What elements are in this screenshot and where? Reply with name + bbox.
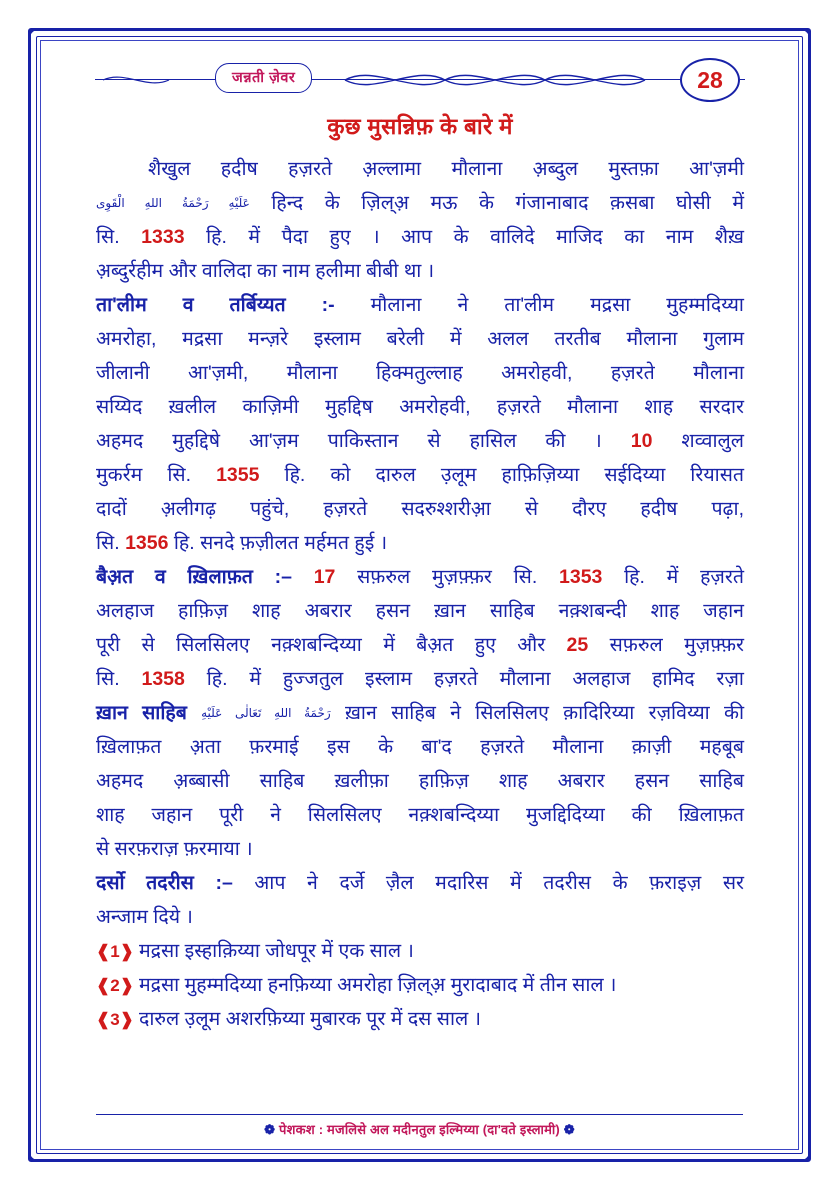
taleem-line-6-wrap [96,459,744,492]
taleem-line-2: अमरोहा, मद्रसा मन्ज़रे इस्लाम बरेली में अलल तरतीब मौलाना गुलाम [96,328,744,350]
paragraph-dars [96,867,744,900]
corner-ornament-top-right [783,28,811,56]
baiat-line-8: शाह जहान पूरी ने सिलसिलए नक़्शबन्दिय्या मुजद्दिदिय्या की ख़िलाफ़त [96,804,744,826]
inline-number: 1356 [125,532,169,554]
baiat-line-5: ख़ान साहिब ने सिलसिलए क़ादिरिय्या रज़विय्या की [344,702,744,724]
baiat-line-4: सि. 1358 हि. में हुज्जतुल इस्लाम हज़रते मौलाना अलहाज हामिद रज़ा [96,668,744,690]
intro-line-3-wrap [96,221,744,254]
baiat-line-6: ख़िलाफ़त अ़ता फ़रमाई इस के बा'द हज़रते मौलाना क़ाज़ी महबूब [96,736,744,758]
corner-ornament-bottom-left [28,1134,56,1162]
page-content [96,110,744,1037]
intro-line-4-wrap [96,255,744,288]
baiat-label: बैअ़त व ख़िलाफ़त :– [96,566,292,588]
page-header [95,58,745,102]
intro-line-2: हिन्द के ज़िल्अ़ मऊ के गंजानाबाद क़सबा घोसी में [271,192,744,214]
list-item-number: ❰3❱ [96,1010,134,1029]
baiat-line-6-wrap [96,731,744,764]
list-item-number: ❰1❱ [96,942,134,961]
inline-number: 1333 [141,226,185,248]
dars-line-2: अन्जाम दिये । [96,906,193,928]
footer-ornament-right-icon: ❁ [563,1122,575,1137]
corner-ornament-bottom-right [783,1134,811,1162]
taleem-line-6: मुकर्रम सि. 1355 हि. को दारुल उ़लूम हाफ़िज़िय्या सईदिय्या रियासत [96,464,744,486]
intro-line-3: सि. 1333 हि. में पैदा हुए । आप के वालिदे माजिद का नाम शैख़ [96,226,744,248]
inline-number: 1358 [141,668,185,690]
baiat-line-3: पूरी से सिलसिलए नक़्शबन्दिय्या में बैअ़त हुए और 25 सफ़रुल मुज़फ़्फ़र [96,634,745,656]
baiat-line-5-wrap [96,697,744,730]
list-item-number: ❰2❱ [96,976,134,995]
taleem-line-1: मौलाना ने ता'लीम मद्रसा मुहम्मदिय्या [370,294,744,316]
baiat-line-1: 17 सफ़रुल मुज़फ़्फ़र सि. 1353 हि. में हज़रते [313,566,744,588]
taleem-line-8: सि. 1356 हि. सनदे फ़ज़ीलत मर्हमत हुई । [96,532,388,554]
baiat-line-2-wrap [96,595,744,628]
book-title: जन्नती ज़ेवर [215,63,312,93]
chapter-title: कुछ मुसन्निफ़ के बारे में [327,114,513,139]
list-item-text: मद्रसा मुहम्मदिय्या हनफ़िय्या अमरोहा ज़िल्अ़ मुरादाबाद में तीन साल । [138,974,617,996]
paragraph-taleem [96,289,744,322]
page-footer [96,1114,743,1138]
paragraph-baiat [96,561,744,594]
taleem-line-4-wrap [96,391,744,424]
baiat-line-2: अलहाज हाफ़िज़ शाह अबरार हसन ख़ान साहिब नक़्शबन्दी शाह जहान [96,600,744,622]
list-item [96,935,744,968]
dars-line-1: आप ने दर्जे ज़ैल मदारिस में तदरीस के फ़राइज़ सर [254,872,745,894]
footer-rule [96,1114,743,1115]
list-item [96,1003,744,1036]
inline-number: 17 [313,566,336,588]
baiat-line-7-wrap [96,765,744,798]
taleem-line-5: अहमद मुहद्दिषे आ'ज़म पाकिस्तान से हासिल की । 10 शव्वालुल [96,430,744,452]
paragraph-intro [96,153,744,186]
header-ornament-icon [95,66,745,94]
arabic-honorific-2: رَحْمَةُ اللهِ تَعَالٰى عَلَيْهِ [201,706,331,720]
intro-line-4: अ़ब्दुर्रहीम और वालिदा का नाम हलीमा बीबी था । [96,260,435,282]
taleem-line-4: सय्यिद ख़लील काज़िमी मुहद्दिष अमरोहवी, हज़रते मौलाना शाह सरदार [96,396,744,418]
paragraph-intro-cont [96,187,744,220]
intro-line-1: शैखुल हदीष हज़रते अ़ल्लामा मौलाना अ़ब्दुल मुस्तफ़ा आ'ज़मी [148,158,744,180]
corner-ornament-top-left [28,28,56,56]
baiat-line-7: अहमद अ़ब्बासी साहिब ख़लीफ़ा हाफ़िज़ शाह अबरार हसन साहिब [96,770,744,792]
page-number: 28 [680,58,740,102]
inline-number: 1355 [216,464,260,486]
baiat-line-4-wrap [96,663,744,696]
taleem-line-3-wrap [96,357,744,390]
arabic-honorific-1: عَلَيْهِ رَحْمَةُ اللهِ الْقَوِى [96,196,250,210]
taleem-label: ता'लीम व तर्बिय्यत :- [96,294,335,316]
list-item [96,969,744,1002]
taleem-line-8-wrap [96,527,744,560]
inline-number: 10 [630,430,653,452]
inline-number: 25 [566,634,589,656]
taleem-line-7: दादों अ़लीगढ़ पहुंचे, हज़रते सदरुश्शरीअ़ा से दौरए हदीष पढ़ा, [96,498,744,520]
baiat-bold-name: ख़ान साहिब [96,702,187,724]
baiat-line-9: से सरफ़राज़ फ़रमाया । [96,838,253,860]
footer-text: ❁ पेशकश : मजलिसे अल मदीनतुल इल्मिय्या (दा'वते इस्लामी) ❁ [264,1122,575,1137]
dars-label: दर्सो तदरीस :– [96,872,233,894]
dars-line-2-wrap [96,901,744,934]
baiat-line-3-wrap [96,629,744,662]
baiat-line-9-wrap [96,833,744,866]
taleem-line-7-wrap [96,493,744,526]
taleem-line-2-wrap [96,323,744,356]
footer-ornament-left-icon: ❁ [264,1122,276,1137]
taleem-line-5-wrap [96,425,744,458]
baiat-line-8-wrap [96,799,744,832]
list-item-text: दारुल उ़लूम अशरफ़िय्या मुबारक पूर में दस साल । [138,1008,482,1030]
taleem-line-3: जीलानी आ'ज़मी, मौलाना हिक्मतुल्लाह अमरोहवी, हज़रते मौलाना [96,362,744,384]
list-item-text: मद्रसा इस्हाक़िय्या जोधपूर में एक साल । [138,940,414,962]
inline-number: 1353 [559,566,603,588]
